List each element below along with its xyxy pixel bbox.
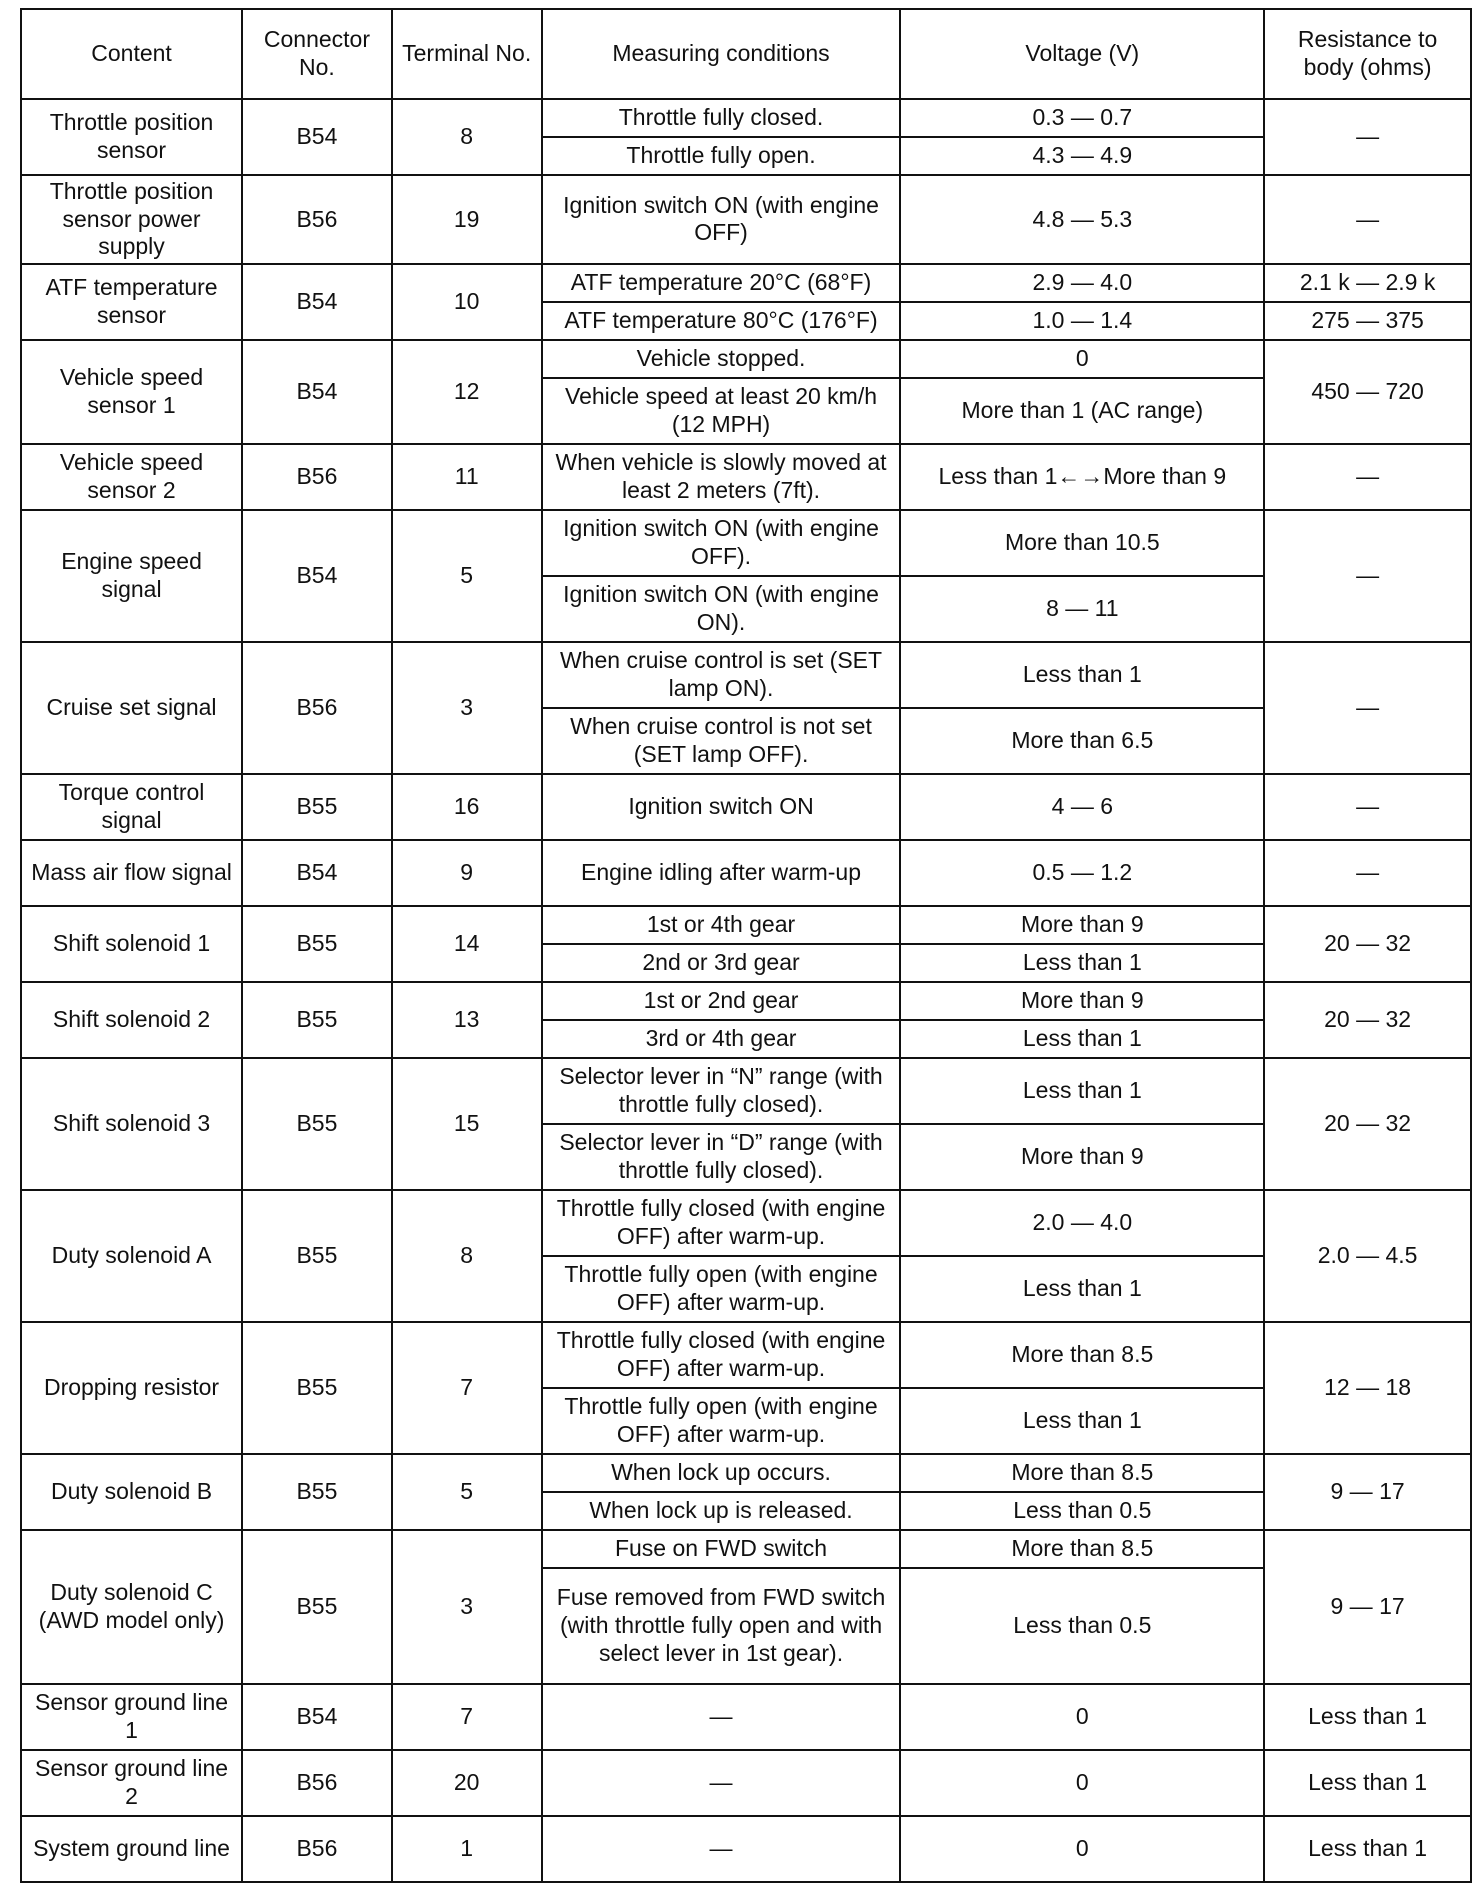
- table-row: [21, 1322, 1471, 1388]
- terminal-cell: 3: [392, 1530, 542, 1684]
- condition-cell: Ignition switch ON (with engine OFF): [542, 175, 901, 264]
- resistance-cell: 20 — 32: [1264, 982, 1471, 1058]
- header-voltage: Voltage (V): [900, 9, 1264, 99]
- header-connector: Connector No.: [242, 9, 392, 99]
- connector-cell: B56: [242, 444, 392, 510]
- content-cell: Duty solenoid C (AWD model only): [21, 1530, 242, 1684]
- content-cell: Throttle position sensor: [21, 99, 242, 175]
- terminal-cell: 8: [392, 1190, 542, 1322]
- condition-cell: When cruise control is set (SET lamp ON).: [542, 642, 901, 708]
- voltage-cell: Less than 1: [900, 1256, 1264, 1322]
- resistance-cell: 12 — 18: [1264, 1322, 1471, 1454]
- condition-cell: 1st or 2nd gear: [542, 982, 901, 1020]
- table-row: [21, 1530, 1471, 1568]
- condition-cell: Fuse on FWD switch: [542, 1530, 901, 1568]
- table-row: [21, 340, 1471, 378]
- condition-cell: Throttle fully closed (with engine OFF) after warm-up.: [542, 1190, 901, 1256]
- voltage-cell: 4.8 — 5.3: [900, 175, 1264, 264]
- voltage-cell: More than 9: [900, 1124, 1264, 1190]
- connector-cell: B56: [242, 175, 392, 264]
- condition-cell: When lock up occurs.: [542, 1454, 901, 1492]
- voltage-cell: More than 1 (AC range): [900, 378, 1264, 444]
- table-row: [21, 1816, 1471, 1882]
- condition-cell: —: [542, 1816, 901, 1882]
- table-row: [21, 175, 1471, 264]
- voltage-cell: 4 — 6: [900, 774, 1264, 840]
- condition-cell: Throttle fully open (with engine OFF) after warm-up.: [542, 1256, 901, 1322]
- condition-cell: Throttle fully open (with engine OFF) after warm-up.: [542, 1388, 901, 1454]
- header-row: [21, 9, 1471, 99]
- content-cell: System ground line: [21, 1816, 242, 1882]
- table-row: [21, 642, 1471, 708]
- terminal-cell: 1: [392, 1816, 542, 1882]
- voltage-cell: Less than 0.5: [900, 1568, 1264, 1684]
- table-row: [21, 99, 1471, 137]
- resistance-cell: —: [1264, 444, 1471, 510]
- terminal-cell: 7: [392, 1322, 542, 1454]
- condition-cell: Fuse removed from FWD switch (with throttle fully open and with select lever in 1st gear).: [542, 1568, 901, 1684]
- terminal-cell: 10: [392, 264, 542, 340]
- condition-cell: When lock up is released.: [542, 1492, 901, 1530]
- connector-cell: B56: [242, 1750, 392, 1816]
- voltage-cell: More than 9: [900, 982, 1264, 1020]
- table-row: [21, 840, 1471, 906]
- content-cell: ATF temperature sensor: [21, 264, 242, 340]
- terminal-cell: 3: [392, 642, 542, 774]
- connector-cell: B55: [242, 1530, 392, 1684]
- voltage-cell: More than 10.5: [900, 510, 1264, 576]
- condition-cell: —: [542, 1750, 901, 1816]
- resistance-cell: Less than 1: [1264, 1750, 1471, 1816]
- voltage-cell: Less than 1←→More than 9: [900, 444, 1264, 510]
- table-row: [21, 264, 1471, 302]
- condition-cell: When cruise control is not set (SET lamp OFF).: [542, 708, 901, 774]
- resistance-cell: 20 — 32: [1264, 1058, 1471, 1190]
- voltage-cell: More than 8.5: [900, 1322, 1264, 1388]
- resistance-cell: —: [1264, 642, 1471, 774]
- resistance-cell: 275 — 375: [1264, 302, 1471, 340]
- terminal-cell: 13: [392, 982, 542, 1058]
- condition-cell: Engine idling after warm-up: [542, 840, 901, 906]
- voltage-cell: 4.3 — 4.9: [900, 137, 1264, 175]
- voltage-cell: 0: [900, 340, 1264, 378]
- content-cell: Throttle position sensor power supply: [21, 175, 242, 264]
- resistance-cell: 9 — 17: [1264, 1530, 1471, 1684]
- voltage-cell: 0: [900, 1684, 1264, 1750]
- resistance-cell: —: [1264, 774, 1471, 840]
- content-cell: Shift solenoid 1: [21, 906, 242, 982]
- resistance-cell: 2.1 k — 2.9 k: [1264, 264, 1471, 302]
- header-content: Content: [21, 9, 242, 99]
- resistance-cell: —: [1264, 840, 1471, 906]
- resistance-cell: 450 — 720: [1264, 340, 1471, 444]
- resistance-cell: 9 — 17: [1264, 1454, 1471, 1530]
- voltage-cell: More than 8.5: [900, 1454, 1264, 1492]
- condition-cell: ATF temperature 20°C (68°F): [542, 264, 901, 302]
- condition-cell: Selector lever in “D” range (with throttle fully closed).: [542, 1124, 901, 1190]
- content-cell: Mass air flow signal: [21, 840, 242, 906]
- table-row: [21, 1058, 1471, 1124]
- condition-cell: 2nd or 3rd gear: [542, 944, 901, 982]
- voltage-cell: Less than 0.5: [900, 1492, 1264, 1530]
- terminal-cell: 5: [392, 510, 542, 642]
- connector-cell: B55: [242, 982, 392, 1058]
- connector-cell: B54: [242, 264, 392, 340]
- resistance-cell: —: [1264, 99, 1471, 175]
- voltage-cell: 0.3 — 0.7: [900, 99, 1264, 137]
- connector-cell: B56: [242, 1816, 392, 1882]
- connector-cell: B54: [242, 340, 392, 444]
- voltage-cell: More than 8.5: [900, 1530, 1264, 1568]
- content-cell: Engine speed signal: [21, 510, 242, 642]
- header-terminal: Terminal No.: [392, 9, 542, 99]
- connector-cell: B54: [242, 1684, 392, 1750]
- table-row: [21, 510, 1471, 576]
- voltage-cell: Less than 1: [900, 1388, 1264, 1454]
- voltage-cell: 0.5 — 1.2: [900, 840, 1264, 906]
- content-cell: Torque control signal: [21, 774, 242, 840]
- condition-cell: —: [542, 1684, 901, 1750]
- resistance-cell: —: [1264, 175, 1471, 264]
- connector-cell: B54: [242, 840, 392, 906]
- condition-cell: Vehicle stopped.: [542, 340, 901, 378]
- table-row: [21, 1454, 1471, 1492]
- terminal-cell: 15: [392, 1058, 542, 1190]
- spec-table: [20, 8, 1472, 1883]
- connector-cell: B55: [242, 774, 392, 840]
- table-row: [21, 444, 1471, 510]
- connector-cell: B55: [242, 1322, 392, 1454]
- condition-cell: Ignition switch ON (with engine ON).: [542, 576, 901, 642]
- condition-cell: Throttle fully closed (with engine OFF) after warm-up.: [542, 1322, 901, 1388]
- content-cell: Duty solenoid B: [21, 1454, 242, 1530]
- voltage-cell: 1.0 — 1.4: [900, 302, 1264, 340]
- voltage-cell: Less than 1: [900, 1058, 1264, 1124]
- connector-cell: B55: [242, 1058, 392, 1190]
- table-row: [21, 774, 1471, 840]
- content-cell: Sensor ground line 1: [21, 1684, 242, 1750]
- table-row: [21, 1750, 1471, 1816]
- terminal-cell: 9: [392, 840, 542, 906]
- voltage-cell: More than 6.5: [900, 708, 1264, 774]
- voltage-cell: 0: [900, 1816, 1264, 1882]
- resistance-cell: Less than 1: [1264, 1816, 1471, 1882]
- condition-cell: Ignition switch ON: [542, 774, 901, 840]
- content-cell: Dropping resistor: [21, 1322, 242, 1454]
- terminal-cell: 20: [392, 1750, 542, 1816]
- condition-cell: 3rd or 4th gear: [542, 1020, 901, 1058]
- resistance-cell: 20 — 32: [1264, 906, 1471, 982]
- content-cell: Sensor ground line 2: [21, 1750, 242, 1816]
- content-cell: Duty solenoid A: [21, 1190, 242, 1322]
- connector-cell: B54: [242, 99, 392, 175]
- terminal-cell: 16: [392, 774, 542, 840]
- resistance-cell: Less than 1: [1264, 1684, 1471, 1750]
- connector-cell: B56: [242, 642, 392, 774]
- content-cell: Cruise set signal: [21, 642, 242, 774]
- content-cell: Vehicle speed sensor 1: [21, 340, 242, 444]
- voltage-cell: 0: [900, 1750, 1264, 1816]
- voltage-cell: Less than 1: [900, 944, 1264, 982]
- terminal-cell: 12: [392, 340, 542, 444]
- content-cell: Shift solenoid 2: [21, 982, 242, 1058]
- connector-cell: B55: [242, 1454, 392, 1530]
- condition-cell: 1st or 4th gear: [542, 906, 901, 944]
- table-row: [21, 982, 1471, 1020]
- resistance-cell: 2.0 — 4.5: [1264, 1190, 1471, 1322]
- terminal-cell: 7: [392, 1684, 542, 1750]
- terminal-cell: 14: [392, 906, 542, 982]
- voltage-cell: Less than 1: [900, 1020, 1264, 1058]
- terminal-cell: 19: [392, 175, 542, 264]
- terminal-cell: 8: [392, 99, 542, 175]
- header-resistance: Resistance to body (ohms): [1264, 9, 1471, 99]
- condition-cell: ATF temperature 80°C (176°F): [542, 302, 901, 340]
- voltage-cell: 2.9 — 4.0: [900, 264, 1264, 302]
- voltage-cell: 2.0 — 4.0: [900, 1190, 1264, 1256]
- voltage-cell: Less than 1: [900, 642, 1264, 708]
- connector-cell: B54: [242, 510, 392, 642]
- table-row: [21, 1684, 1471, 1750]
- content-cell: Shift solenoid 3: [21, 1058, 242, 1190]
- voltage-cell: 8 — 11: [900, 576, 1264, 642]
- resistance-cell: —: [1264, 510, 1471, 642]
- table-row: [21, 906, 1471, 944]
- terminal-cell: 11: [392, 444, 542, 510]
- condition-cell: Throttle fully open.: [542, 137, 901, 175]
- condition-cell: When vehicle is slowly moved at least 2 meters (7ft).: [542, 444, 901, 510]
- condition-cell: Selector lever in “N” range (with throttle fully closed).: [542, 1058, 901, 1124]
- condition-cell: Vehicle speed at least 20 km/h (12 MPH): [542, 378, 901, 444]
- condition-cell: Ignition switch ON (with engine OFF).: [542, 510, 901, 576]
- header-conditions: Measuring conditions: [542, 9, 901, 99]
- connector-cell: B55: [242, 906, 392, 982]
- table-row: [21, 1190, 1471, 1256]
- terminal-cell: 5: [392, 1454, 542, 1530]
- connector-cell: B55: [242, 1190, 392, 1322]
- voltage-cell: More than 9: [900, 906, 1264, 944]
- condition-cell: Throttle fully closed.: [542, 99, 901, 137]
- content-cell: Vehicle speed sensor 2: [21, 444, 242, 510]
